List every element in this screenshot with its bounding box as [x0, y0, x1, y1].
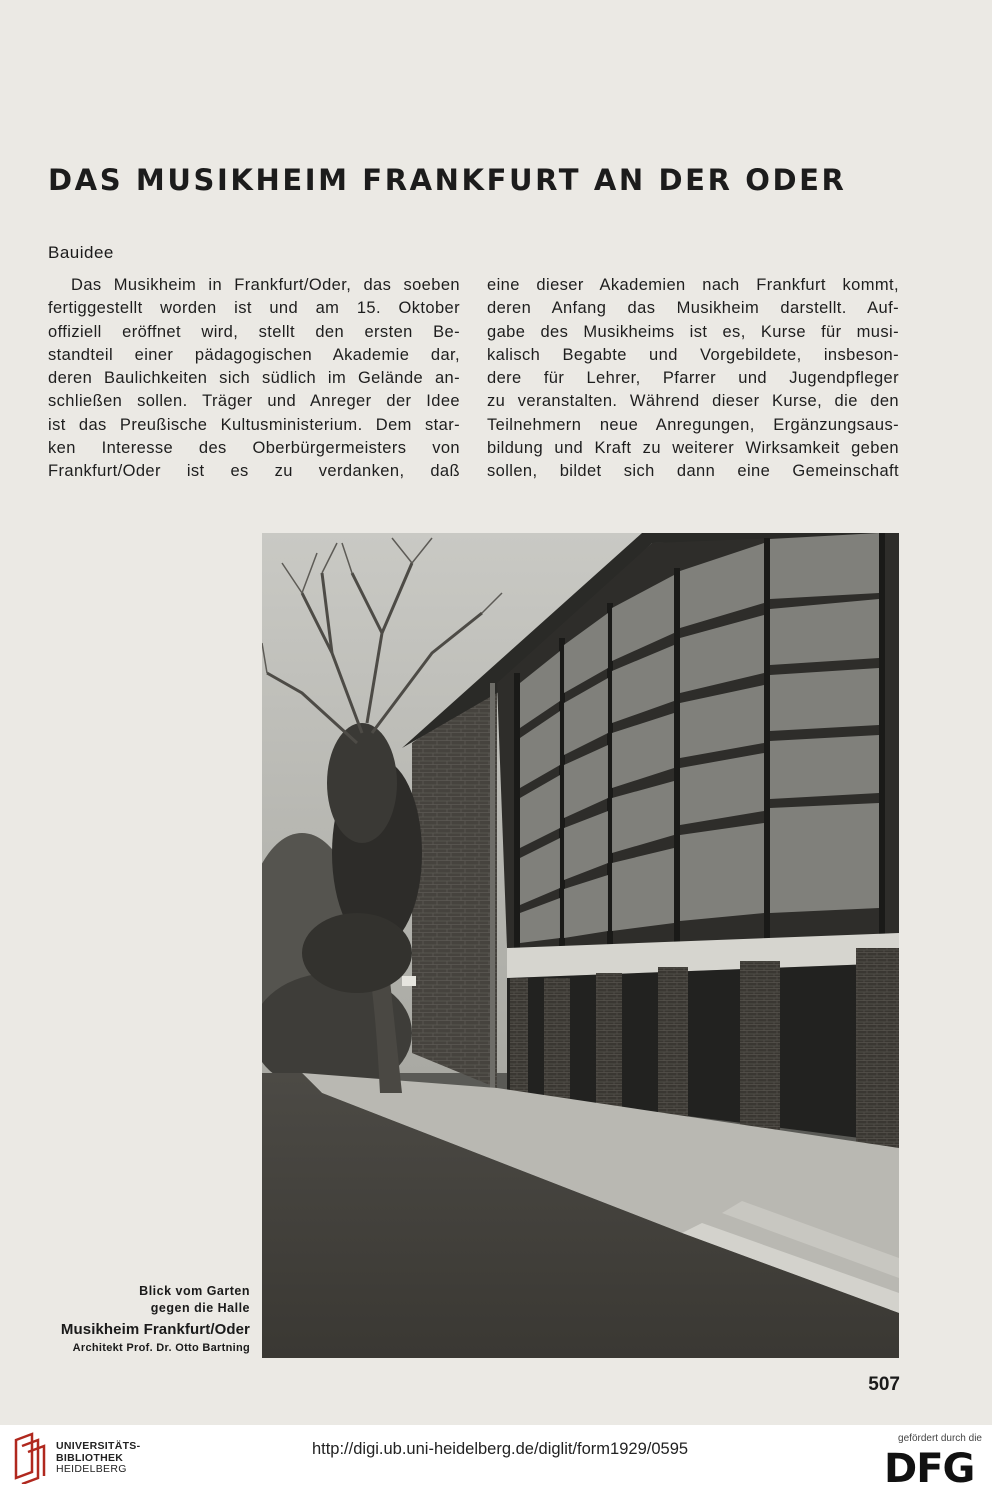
building-photograph [262, 533, 899, 1358]
text-column-left [48, 274, 460, 484]
text-line: eine dieser Akademien nach Frankfurt kommt, [487, 276, 899, 294]
text-line: deren Baulichkeiten sich südlich im Gelände an- [48, 369, 460, 388]
dfg-logo: DFG [884, 1446, 975, 1492]
text-column-right [487, 274, 899, 484]
caption-line: Blick vom Garten [139, 1284, 250, 1298]
text-line: deren Anfang das Musikheim darstellt. Auf- [487, 299, 899, 318]
text-line: zu veranstalten. Während dieser Kurse, die den [487, 392, 899, 411]
permalink-url[interactable]: http://digi.ub.uni-heidelberg.de/diglit/form1929/0595 [311, 1440, 689, 1458]
text-line: Frankfurt/Oder ist es zu verdanken, daß [48, 462, 460, 481]
caption-line: gegen die Halle [150, 1301, 250, 1315]
text-line: fertiggestellt worden ist und am 15. Oktober [48, 299, 460, 318]
digitization-footer [0, 1425, 992, 1496]
text-line: ken Interesse des Oberbürgermeisters von [48, 439, 460, 458]
page-number: 507 [868, 1374, 900, 1395]
text-line: schließen sollen. Träger und Anreger der Idee [48, 392, 460, 411]
section-heading: Bauidee [48, 243, 114, 262]
photo-caption-title: Musikheim Frankfurt/Oder [60, 1321, 250, 1338]
text-line: offiziell eröffnet wird, stellt den ersten Be- [48, 322, 460, 341]
library-name-line: BIBLIOTHEK [56, 1451, 124, 1464]
article-title: DAS MUSIKHEIM FRANKFURT AN DER ODER [48, 163, 847, 197]
text-line: ist das Preußische Kultusministerium. Dem star- [48, 415, 460, 434]
text-line: standteil einer pädagogischen Akademie dar, [48, 345, 460, 364]
text-line: sollen, bildet sich dann eine Gemeinschaft [487, 462, 899, 481]
text-line: gabe des Musikheims ist es, Kurse für musi- [487, 322, 899, 341]
text-line: Das Musikheim in Frankfurt/Oder, das soeben [71, 276, 460, 294]
photo-caption-description [40, 1283, 250, 1317]
text-line: Teilnehmern neue Anregungen, Ergänzungsaus- [487, 415, 899, 434]
library-name [56, 1441, 140, 1476]
library-name-line: HEIDELBERG [56, 1463, 127, 1475]
text-line: bildung und Kraft zu weiterer Wirksamkeit geben [487, 439, 899, 458]
funding-caption: gefördert durch die [898, 1433, 982, 1444]
photo-caption-architect: Architekt Prof. Dr. Otto Bartning [72, 1342, 250, 1354]
text-line: dere für Lehrer, Pfarrer und Jugendpfleger [487, 369, 899, 388]
library-logo-icon [10, 1432, 50, 1484]
library-name-line: UNIVERSITÄTS- [56, 1440, 141, 1452]
text-line: kalisch Begabte und Vorgebildete, insbeson- [487, 345, 899, 364]
